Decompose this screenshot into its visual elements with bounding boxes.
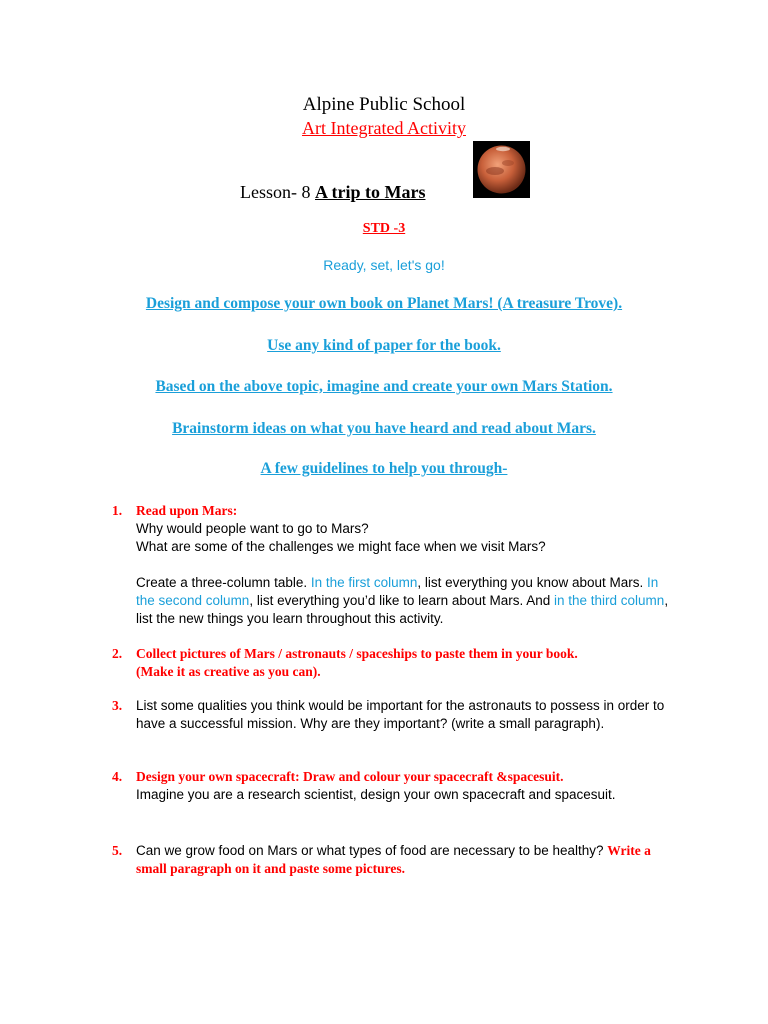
activity-title: Art Integrated Activity: [302, 118, 466, 138]
item-2: [136, 645, 676, 681]
item-5-text: Can we grow food on Mars or what types of food are necessary to be healthy?: [136, 843, 608, 858]
ready-text: Ready, set, let's go!: [323, 257, 445, 273]
item-2-title: Collect pictures of Mars / astronauts / spaceships to paste them in your book.: [136, 646, 578, 661]
heading-mars-station: Based on the above topic, imagine and create your own Mars Station.: [155, 378, 613, 395]
heading-paper: Use any kind of paper for the book.: [267, 337, 501, 354]
item-1-number: 1.: [112, 503, 123, 518]
item-1-line-1: Why would people want to go to Mars?: [136, 521, 369, 536]
item-1-table-instructions: Create a three-column table. In the first column, list everything you know about Mars. In the second column, list everything you’d like to learn about Mars. And in the third column, list the new things you learn throughout this activity.: [136, 575, 669, 626]
item-4-title: Design your own spacecraft: Draw and colour your spacecraft &spacesuit.: [136, 769, 564, 784]
school-name: Alpine Public School: [302, 94, 466, 115]
heading-brainstorm: Brainstorm ideas on what you have heard and read about Mars.: [172, 420, 596, 437]
lesson-line: [240, 182, 451, 203]
item-5-number: 5.: [112, 843, 123, 858]
heading-design-book: Design and compose your own book on Planet Mars! (A treasure Trove).: [145, 295, 623, 312]
item-1: [136, 502, 676, 628]
item-4: [136, 768, 676, 804]
item-5-title: Write a small paragraph on it and paste some pictures.: [136, 843, 651, 876]
lesson-title: A trip to Mars: [315, 182, 426, 202]
item-1-line-2: What are some of the challenges we might face when we visit Mars?: [136, 539, 546, 554]
first-column-highlight: In the first column: [310, 575, 418, 590]
item-2-line-1: (Make it as creative as you can).: [136, 664, 321, 679]
item-4-line-1: Imagine you are a research scientist, design your own spacecraft and spacesuit.: [136, 787, 616, 802]
mars-planet-icon: [473, 141, 530, 198]
std-label: STD -3: [362, 221, 406, 236]
item-2-number: 2.: [112, 646, 123, 661]
item-5: [136, 842, 676, 878]
lesson-prefix: Lesson- 8: [240, 182, 315, 202]
item-1-title: Read upon Mars:: [136, 503, 238, 518]
heading-guidelines: A few guidelines to help you through-: [260, 460, 508, 477]
third-column-highlight: in the third column: [554, 593, 665, 608]
item-3-number: 3.: [112, 698, 123, 713]
second-column-highlight: In the second column: [136, 575, 659, 608]
item-3-text: List some qualities you think would be important for the astronauts to possess in order to have a successful mission. Why are they important? (write a small paragraph).: [136, 698, 665, 731]
item-4-number: 4.: [112, 769, 123, 784]
